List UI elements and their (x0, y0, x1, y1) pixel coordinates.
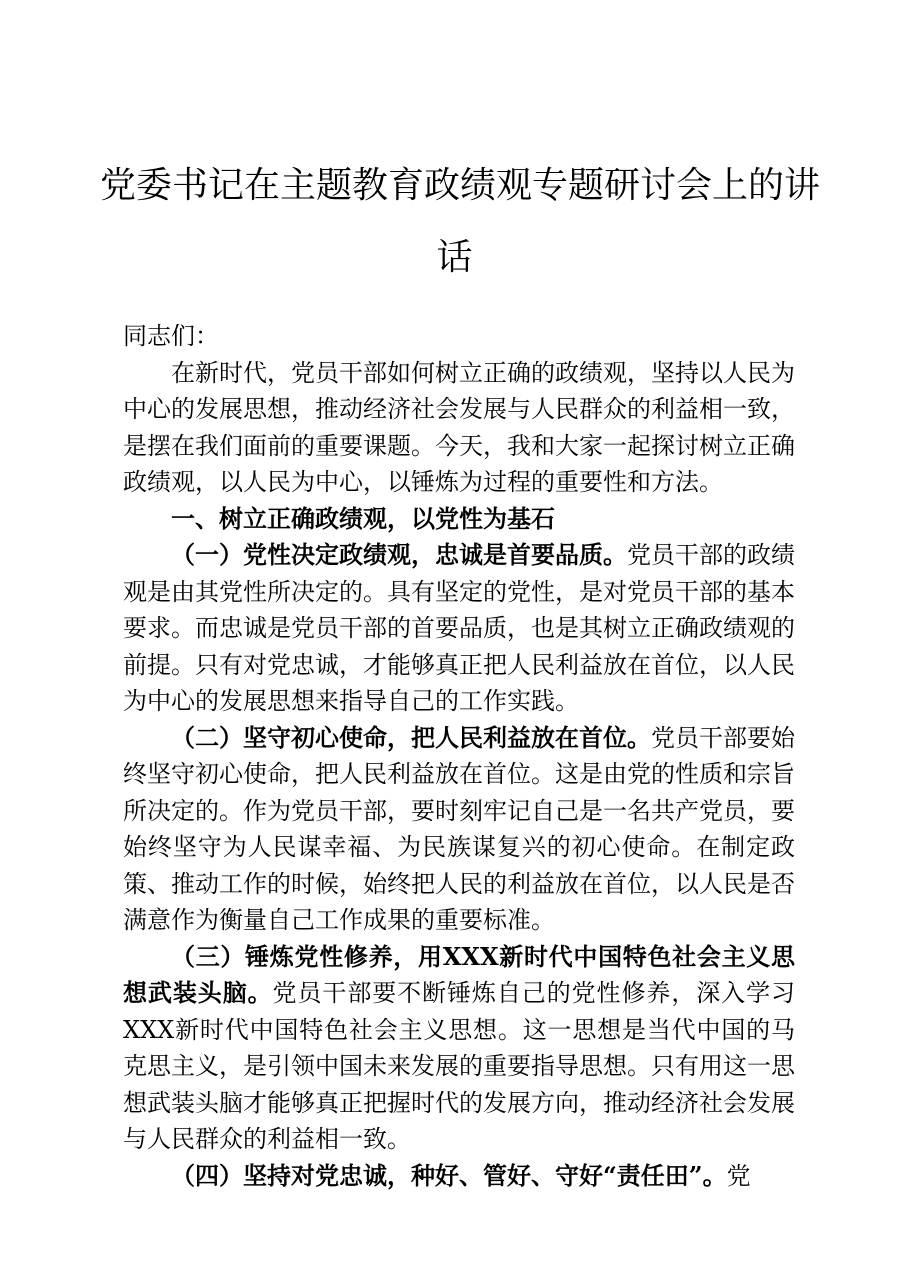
salutation: 同志们： (123, 322, 219, 350)
section-heading-1: 一、树立正确政绩观，以党性为基石 (171, 504, 555, 533)
title-line-2: 话 (436, 237, 473, 278)
item-text: 党员干部要不断锤炼自己的党性修养，深入学习XXX新时代中国特色社会主义思想。这一思想是当代中国的马克思主义，是引领中国未来发展的重要指导思想。只有用这一思想武装头脑才能够真正把握时代的发展方向，推动经济社会发展与人民群众的利益相一致。 (123, 979, 796, 1153)
item-text: 党 (726, 1161, 751, 1190)
paragraph-item-1 (123, 537, 795, 720)
paragraph-item-4 (123, 1158, 795, 1195)
item-text: 党员干部要始终坚守初心使命，把人民利益放在首位。这是由党的性质和宗旨所决定的。作为党员干部，要时刻牢记自己是一名共产党员，要始终坚守为人民谋幸福、为民族谋复兴的初心使命。在制定政策、推动工作的时候，始终把人民的利益放在首位，以人民是否满意作为衡量自己工作成果的重要标准。 (123, 723, 795, 934)
paragraph-item-3 (123, 939, 795, 1158)
paragraph-item-2 (123, 720, 795, 939)
item-title: （三）锤炼党性修养，用XXX新时代中国特色社会主义思想武装头脑。 (123, 941, 795, 1007)
intro-paragraph: 在新时代，党员干部如何树立正确的政绩观，坚持以人民为中心的发展思想，推动经济社会发展与人民群众的利益相一致，是摆在我们面前的重要课题。今天，我和大家一起探讨树立正确政绩观，以人民为中心，以锤炼为过程的重要性和方法。 (123, 358, 795, 496)
item-title: （一）党性决定政绩观，忠诚是首要品质。 (171, 540, 627, 569)
item-title: （二）坚守初心使命，把人民利益放在首位。 (171, 722, 651, 752)
document-title (100, 150, 821, 294)
item-text: 党员干部的政绩观是由其党性所决定的。具有坚定的党性，是对党员干部的基本要求。而忠诚是党员干部的首要品质，也是其树立正确政绩观的前提。只有对党忠诚，才能够真正把人民利益放在首位，以人民为中心的发展思想来指导自己的工作实践。 (123, 541, 795, 715)
item-title: （四）坚持对党忠诚，种好、管好、守好“责任田”。 (171, 1160, 727, 1190)
title-line-1: 党委书记在主题教育政绩观专题研讨会上的讲 (100, 165, 821, 206)
document-body (123, 318, 795, 1194)
